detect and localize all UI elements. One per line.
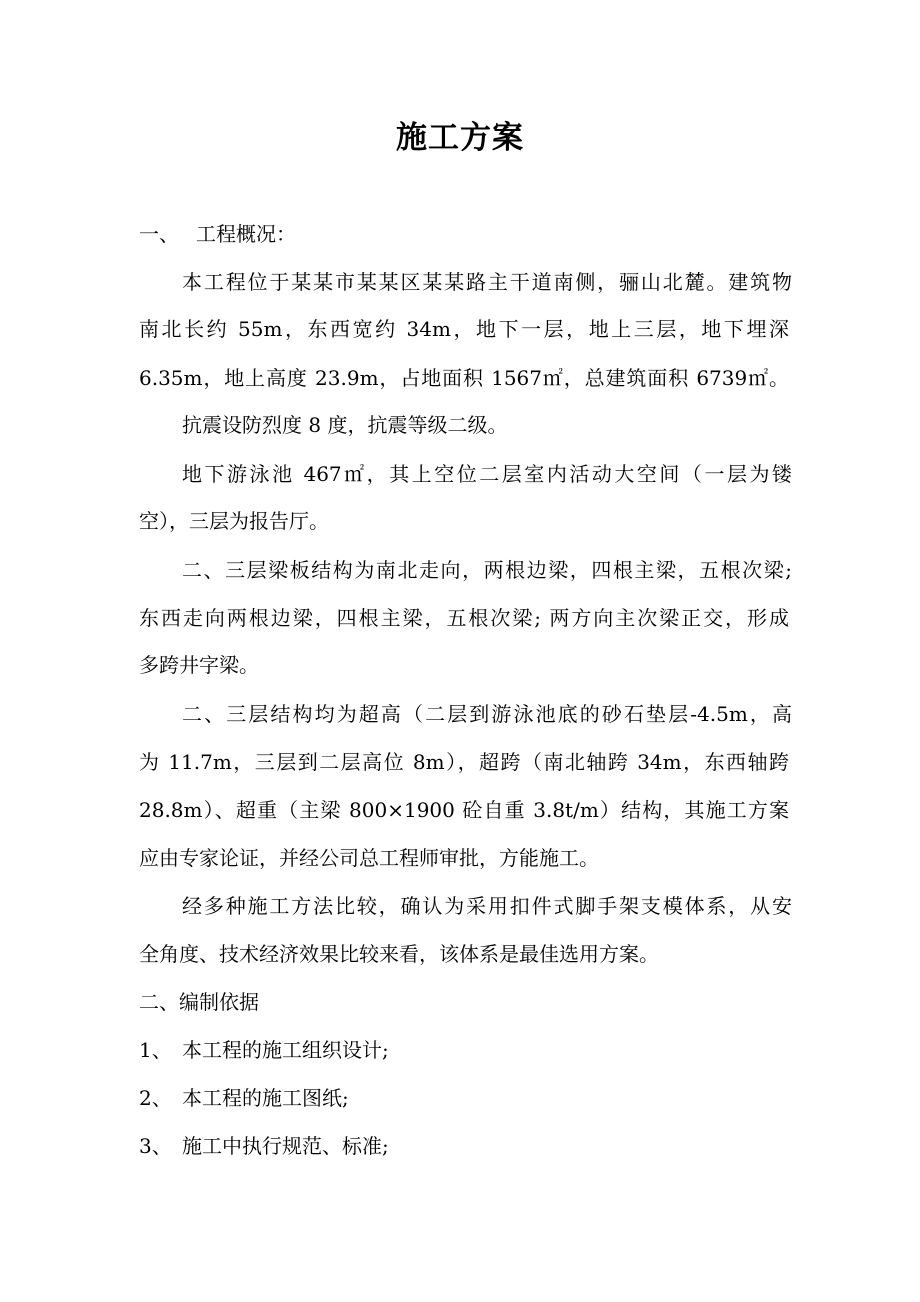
basis-item-number: 2、 [139, 1086, 172, 1110]
basis-list-item [139, 1074, 789, 1122]
section-1-number: 一、 [139, 222, 179, 246]
basis-item-text: 本工程的施工图纸; [182, 1086, 349, 1110]
paragraph-line: 全角度、技术经济效果比较来看，该体系是最佳选用方案。 [139, 942, 659, 966]
paragraph-line: 多跨井字梁。 [139, 653, 259, 677]
section-2-heading: 二、编制依据 [139, 990, 259, 1014]
basis-item-number: 3、 [139, 1134, 172, 1158]
paragraph-line: 空），三层为报告厅。 [139, 509, 329, 533]
paragraph-line: 二、三层结构均为超高（二层到游泳池底的砂石垫层-4.5m，高 [182, 702, 792, 726]
paragraph-line: 28.8m）、超重（主梁 800×1900 砼自重 3.8t/m）结构，其施工方案 [139, 798, 789, 822]
basis-item-number: 1、 [139, 1038, 172, 1062]
paragraph-line: 抗震设防烈度 8 度，抗震等级二级。 [182, 413, 508, 437]
basis-list-item [139, 1026, 789, 1074]
paragraph-line: 为 11.7m，三层到二层高位 8m），超跨（南北轴跨 34m，东西轴跨 [139, 750, 789, 774]
paragraph-line: 应由专家论证，并经公司总工程师审批，方能施工。 [139, 846, 599, 870]
basis-item-text: 本工程的施工组织设计; [182, 1038, 389, 1062]
section-1-heading [139, 210, 789, 258]
basis-item-text: 施工中执行规范、标准; [182, 1134, 389, 1158]
document-title: 施工方案 [396, 120, 524, 156]
section-1-title: 工程概况： [196, 222, 296, 246]
paragraph-line: 经多种施工方法比较，确认为采用扣件式脚手架支模体系，从安 [182, 894, 792, 918]
paragraph-line: 东西走向两根边梁，四根主梁，五根次梁; 两方向主次梁正交，形成 [139, 606, 789, 630]
paragraph-line: 二、三层梁板结构为南北走向，两根边梁，四根主梁，五根次梁; [182, 558, 792, 582]
paragraph-line: 6.35m，地上高度 23.9m，占地面积 1567㎡，总建筑面积 6739㎡。 [139, 366, 789, 390]
paragraph-line: 地下游泳池 467㎡，其上空位二层室内活动大空间（一层为镂 [182, 462, 792, 486]
paragraph-line: 南北长约 55m，东西宽约 34m，地下一层，地上三层，地下埋深 [139, 317, 789, 341]
basis-list-item [139, 1122, 789, 1170]
paragraph-line: 本工程位于某某市某某区某某路主干道南侧，骊山北麓。建筑物 [182, 270, 792, 294]
